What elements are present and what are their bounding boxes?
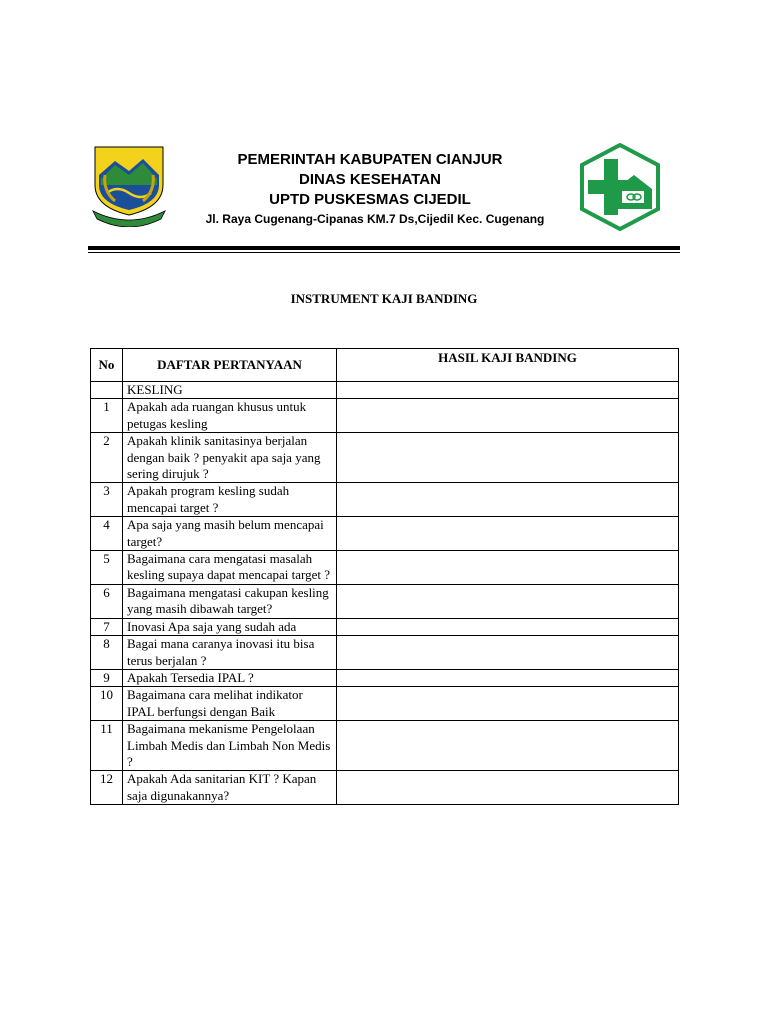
letterhead <box>170 150 570 210</box>
row-result[interactable] <box>337 771 679 805</box>
header-rule-thick <box>88 246 680 250</box>
document-title: INSTRUMENT KAJI BANDING <box>290 291 478 306</box>
row-result[interactable] <box>337 687 679 721</box>
table-row <box>91 399 679 433</box>
row-number: 7 <box>91 618 123 635</box>
row-result[interactable] <box>337 399 679 433</box>
row-number: 4 <box>91 517 123 551</box>
row-question: Apakah Ada sanitarian KIT ? Kapan saja digunakannya? <box>123 771 337 805</box>
table-row <box>91 517 679 551</box>
row-number: 5 <box>91 551 123 585</box>
puskesmas-logo <box>576 143 664 231</box>
header-question: DAFTAR PERTANYAAN <box>123 349 337 382</box>
questionnaire-table <box>90 348 679 805</box>
table-row <box>91 636 679 670</box>
puskesmas-name: UPTD PUSKESMAS CIJEDIL <box>269 191 471 208</box>
section-label: KESLING <box>123 382 337 399</box>
header-no: No <box>91 349 123 382</box>
row-result[interactable] <box>337 669 679 686</box>
row-question: Apa saja yang masih belum mencapai target? <box>123 517 337 551</box>
table-row <box>91 721 679 771</box>
header-result: HASIL KAJI BANDING <box>337 349 679 382</box>
row-number: 3 <box>91 483 123 517</box>
row-question: Apakah Tersedia IPAL ? <box>123 669 337 686</box>
table-header-row <box>91 349 679 382</box>
table-row <box>91 551 679 585</box>
row-result[interactable] <box>337 618 679 635</box>
table-row <box>91 618 679 635</box>
row-question: Inovasi Apa saja yang sudah ada <box>123 618 337 635</box>
row-question: Bagaimana cara melihat indikator IPAL berfungsi dengan Baik <box>123 687 337 721</box>
row-question: Bagaimana mengatasi cakupan kesling yang masih dibawah target? <box>123 584 337 618</box>
row-result[interactable] <box>337 483 679 517</box>
row-question: Apakah ada ruangan khusus untuk petugas kesling <box>123 399 337 433</box>
row-result[interactable] <box>337 636 679 670</box>
table-row <box>91 483 679 517</box>
row-question: Apakah program kesling sudah mencapai target ? <box>123 483 337 517</box>
cianjur-crest-logo <box>89 145 169 227</box>
table-row <box>91 771 679 805</box>
row-question: Bagaimana cara mengatasi masalah kesling supaya dapat mencapai target ? <box>123 551 337 585</box>
header-rule-thin <box>88 252 680 253</box>
department-name: DINAS KESEHATAN <box>299 171 441 188</box>
row-number: 8 <box>91 636 123 670</box>
row-result[interactable] <box>337 517 679 551</box>
table-row <box>91 687 679 721</box>
section-row <box>91 382 679 399</box>
row-result[interactable] <box>337 721 679 771</box>
row-number: 1 <box>91 399 123 433</box>
row-number: 2 <box>91 433 123 483</box>
row-question: Apakah klinik sanitasinya berjalan dengan baik ? penyakit apa saja yang sering dirujuk ? <box>123 433 337 483</box>
row-result[interactable] <box>337 584 679 618</box>
row-number: 10 <box>91 687 123 721</box>
row-question: Bagaimana mekanisme Pengelolaan Limbah Medis dan Limbah Non Medis ? <box>123 721 337 771</box>
row-question: Bagai mana caranya inovasi itu bisa terus berjalan ? <box>123 636 337 670</box>
table-row <box>91 669 679 686</box>
table-row <box>91 433 679 483</box>
address-line: Jl. Raya Cugenang-Cipanas KM.7 Ds,Cijedil Kec. Cugenang <box>205 212 545 226</box>
row-number: 9 <box>91 669 123 686</box>
row-result[interactable] <box>337 551 679 585</box>
table-row <box>91 584 679 618</box>
row-number: 6 <box>91 584 123 618</box>
row-number: 11 <box>91 721 123 771</box>
row-result[interactable] <box>337 433 679 483</box>
row-number: 12 <box>91 771 123 805</box>
government-name: PEMERINTAH KABUPATEN CIANJUR <box>237 151 503 168</box>
